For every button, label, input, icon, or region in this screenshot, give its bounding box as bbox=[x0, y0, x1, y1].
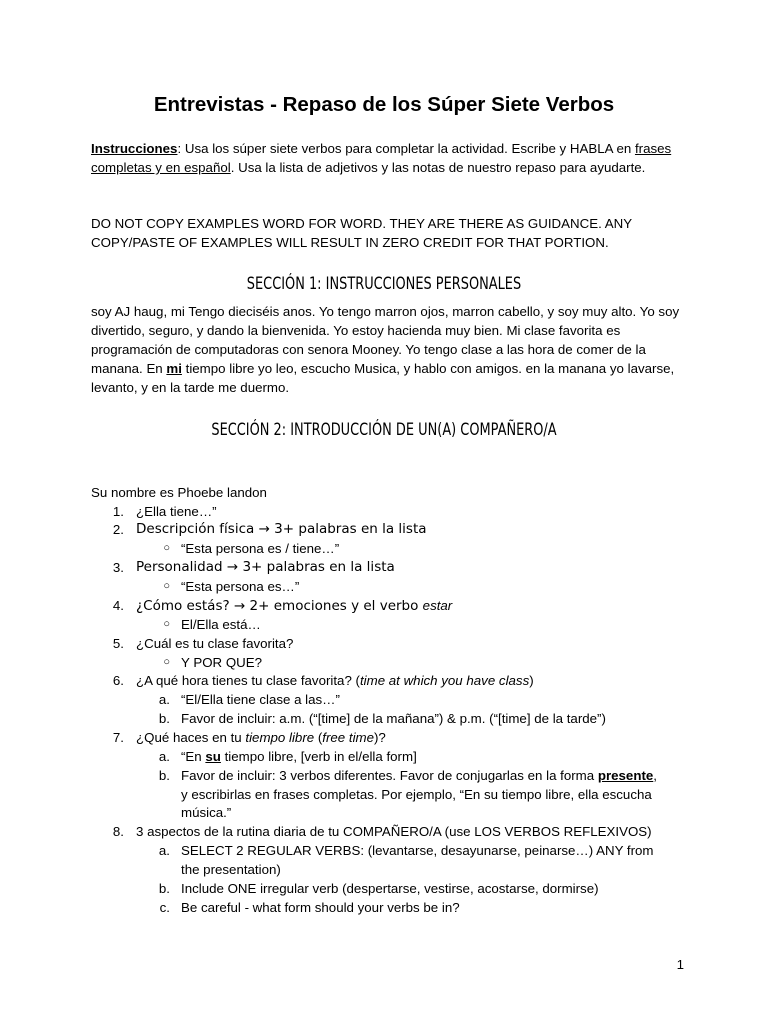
bullet-text: “Esta persona es / tiene…” bbox=[181, 541, 340, 556]
instructions-text-end: . Usa la lista de adjetivos y las notas de nuestro repaso para ayudarte. bbox=[230, 160, 646, 175]
sub-marker: a. bbox=[158, 692, 170, 707]
item-text: Descripción física → 3+ palabras en la lista bbox=[136, 521, 427, 537]
sub-marker: a. bbox=[158, 843, 170, 858]
sub-text: “El/Ella tiene clase a las…” bbox=[181, 692, 340, 707]
item-number: 7. bbox=[112, 730, 124, 745]
instructions-text: : Usa los súper siete verbos para completar la actividad. Escribe y HABLA en bbox=[177, 141, 635, 156]
section1-text-end: tiempo libre yo leo, escucho Musica, y hablo con amigos. en la manana yo lavarse, levanto, y en la tarde me duermo. bbox=[91, 361, 675, 395]
item-text: ¿Qué haces en tu bbox=[136, 730, 246, 745]
item-text: ¿Ella tiene…” bbox=[136, 504, 217, 519]
page-number: 1 bbox=[676, 957, 684, 972]
sub-text-end: tiempo libre, [verb in el/ella form] bbox=[220, 749, 417, 764]
item-text-mid: ( bbox=[314, 730, 323, 745]
warning-paragraph: DO NOT COPY EXAMPLES WORD FOR WORD. THEY ARE THERE AS GUIDANCE. ANY COPY/PASTE OF EXAMPLES WILL RESULT IN ZERO CREDIT FOR THAT PORTION. bbox=[91, 216, 632, 250]
sub-emphasis: presente bbox=[597, 768, 654, 783]
item-number: 5. bbox=[112, 636, 124, 651]
item-italic: time at which you have class bbox=[359, 673, 530, 688]
item-number: 1. bbox=[112, 504, 124, 519]
sub-marker: b. bbox=[158, 881, 170, 896]
item-text-end: ) bbox=[529, 673, 534, 688]
partner-name-line: Su nombre es Phoebe landon bbox=[91, 485, 267, 500]
sub-marker: a. bbox=[158, 749, 170, 764]
item-text: Personalidad → 3+ palabras en la lista bbox=[136, 559, 395, 575]
bullet-marker: ○ bbox=[163, 656, 170, 668]
instructions-underlined: frases completas y en español bbox=[91, 141, 672, 175]
sub-text: “En bbox=[181, 749, 206, 764]
section2-heading: SECCIÓN 2: INTRODUCCIÓN DE UN(A) COMPAÑERO/A bbox=[211, 420, 557, 440]
item-text: 3 aspectos de la rutina diaria de tu COMPAÑERO/A (use LOS VERBOS REFLEXIVOS) bbox=[136, 824, 652, 839]
item-number: 4. bbox=[112, 598, 124, 613]
section1-text: soy AJ haug, mi Tengo dieciséis anos. Yo tengo marron ojos, marron cabello, y soy muy alto. Yo soy divertido, seguro, y dando la bienvenida. Yo estoy hacienda muy bien. Mi clase favorita es programación de computadoras con senora Mooney. Yo tengo clase a las hora de comer de la manana. En bbox=[91, 304, 680, 376]
sub-text: Include ONE irregular verb (despertarse, vestirse, acostarse, dormirse) bbox=[181, 881, 599, 896]
sub-text: y escribirlas en frases completas. Por ejemplo, “En su tiempo libre, ella escucha bbox=[181, 787, 652, 802]
instructions-label: Instrucciones bbox=[91, 141, 178, 156]
section1-emphasis: mi bbox=[166, 361, 182, 376]
item-text: ¿Cómo estás? → 2+ emociones y el verbo bbox=[136, 598, 423, 614]
bullet-text: El/Ella está… bbox=[181, 617, 261, 632]
sub-text-end: , bbox=[653, 768, 657, 783]
sub-text: música.” bbox=[181, 805, 232, 820]
item-number: 8. bbox=[112, 824, 124, 839]
item-text: ¿Cuál es tu clase favorita? bbox=[136, 636, 294, 651]
bullet-text: Y POR QUE? bbox=[181, 655, 263, 670]
item-text: ¿A qué hora tienes tu clase favorita? ( bbox=[136, 673, 360, 688]
item-number: 6. bbox=[112, 673, 124, 688]
item-italic: tiempo libre bbox=[245, 730, 315, 745]
item-number: 3. bbox=[112, 560, 124, 575]
bullet-marker: ○ bbox=[163, 542, 170, 554]
sub-text: SELECT 2 REGULAR VERBS: (levantarse, desayunarse, peinarse…) ANY from bbox=[181, 843, 654, 858]
bullet-text: “Esta persona es…” bbox=[181, 579, 300, 594]
item-italic-2: free time bbox=[322, 730, 374, 745]
section1-heading: SECCIÓN 1: INSTRUCCIONES PERSONALES bbox=[246, 274, 522, 294]
sub-marker: b. bbox=[158, 711, 170, 726]
document-title: Entrevistas - Repaso de los Súper Siete Verbos bbox=[153, 93, 615, 116]
sub-text: Favor de incluir: a.m. (“[time] de la mañana”) & p.m. (“[time] de la tarde”) bbox=[181, 711, 606, 726]
item-number: 2. bbox=[112, 522, 124, 537]
sub-marker: c. bbox=[159, 900, 170, 915]
item-italic: estar bbox=[422, 598, 453, 613]
instructions-paragraph bbox=[91, 139, 691, 177]
section1-paragraph bbox=[91, 302, 687, 397]
sub-marker: b. bbox=[158, 768, 170, 783]
bullet-marker: ○ bbox=[163, 618, 170, 630]
item-text-end: )? bbox=[374, 730, 386, 745]
bullet-marker: ○ bbox=[163, 580, 170, 592]
sub-emphasis: su bbox=[205, 749, 221, 764]
sub-text: Be careful - what form should your verbs be in? bbox=[181, 900, 460, 915]
sub-text: the presentation) bbox=[181, 862, 281, 877]
sub-text: Favor de incluir: 3 verbos diferentes. Favor de conjugarlas en la forma bbox=[181, 768, 598, 783]
